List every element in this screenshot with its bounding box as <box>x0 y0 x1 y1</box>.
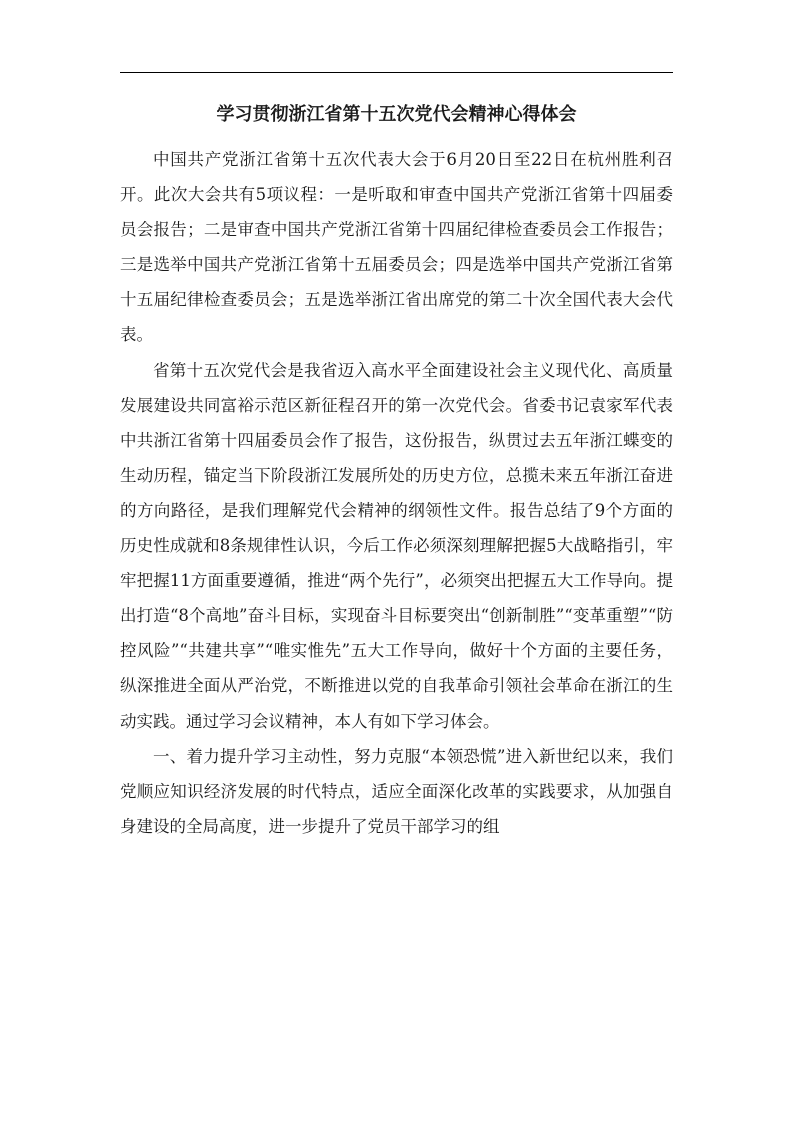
header-rule <box>120 72 673 73</box>
paragraph-1: 中国共产党浙江省第十五次代表大会于6月20日至22日在杭州胜利召开。此次大会共有5项议程：一是听取和审查中国共产党浙江省第十四届委员会报告；二是审查中国共产党浙江省第十四届纪律检查委员会工作报告；三是选举中国共产党浙江省第十五届委员会；四是选举中国共产党浙江省第十五届纪律检查委员会；五是选举浙江省出席党的第二十次全国代表大会代表。 <box>120 150 673 345</box>
paragraph-3: 一、着力提升学习主动性，努力克服“本领恐慌”进入新世纪以来，我们党顺应知识经济发展的时代特点，适应全面深化改革的实践要求，从加强自身建设的全局高度，进一步提升了党员干部学习的组 <box>120 746 673 836</box>
document-title: 学习贯彻浙江省第十五次党代会精神心得体会 <box>216 104 577 125</box>
paragraph-2: 省第十五次党代会是我省迈入高水平全面建设社会主义现代化、高质量发展建设共同富裕示范区新征程召开的第一次党代会。省委书记袁家军代表中共浙江省第十四届委员会作了报告，这份报告，纵贯过去五年浙江蝶变的生动历程，锚定当下阶段浙江发展所处的历史方位，总揽未来五年浙江奋进的方向路径，是我们理解党代会精神的纲领性文件。报告总结了9个方面的历史性成就和8条规律性认识，今后工作必须深刻理解把握5大战略指引，牢牢把握11方面重要遵循，推进“两个先行”，必须突出把握五大工作导向。提出打造“8个高地”奋斗目标，实现奋斗目标要突出“创新制胜”“变革重塑”“防控风险”“共建共享”“唯实惟先”五大工作导向，做好十个方面的主要任务，纵深推进全面从严治党，不断推进以党的自我革命引领社会革命在浙江的生动实践。通过学习会议精神，本人有如下学习体会。 <box>120 360 673 731</box>
document-body <box>120 142 673 844</box>
